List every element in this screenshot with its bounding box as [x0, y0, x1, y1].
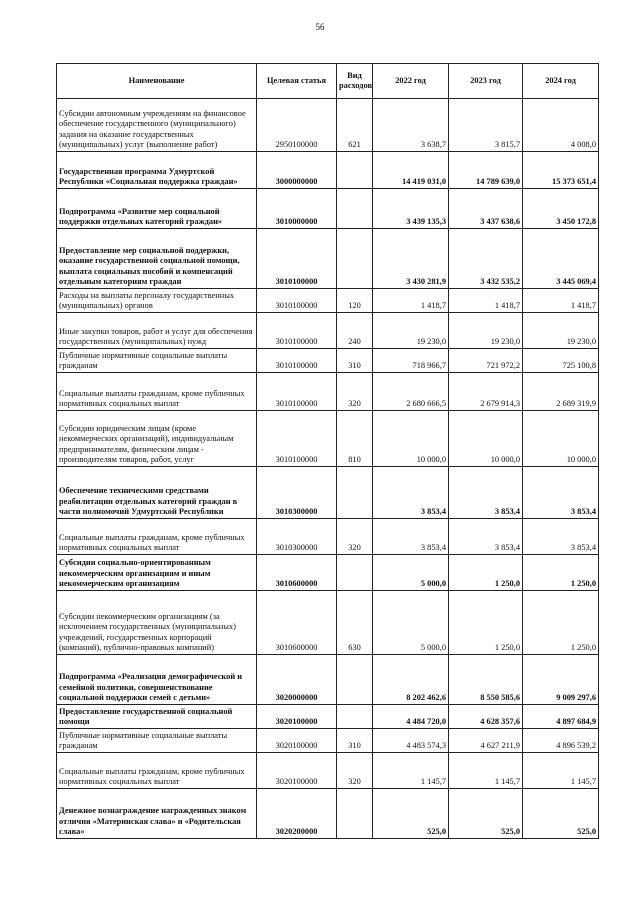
row-expense-type: 310 — [337, 349, 373, 373]
row-2024: 19 230,0 — [523, 313, 599, 349]
row-2024: 1 250,0 — [523, 591, 599, 655]
row-target-code: 3020000000 — [257, 655, 337, 705]
table-row — [57, 467, 599, 519]
row-target-code: 3010000000 — [257, 189, 337, 229]
row-2023: 19 230,0 — [449, 313, 523, 349]
header-name: Наименование — [57, 64, 257, 99]
row-expense-type — [337, 189, 373, 229]
row-2023: 3 815,7 — [449, 99, 523, 152]
row-name: Публичные нормативные социальные выплаты гражданам — [57, 729, 257, 753]
row-2022: 19 230,0 — [373, 313, 449, 349]
row-expense-type — [337, 555, 373, 591]
row-expense-type: 120 — [337, 289, 373, 313]
row-2022: 3 853,4 — [373, 519, 449, 555]
row-expense-type — [337, 229, 373, 289]
row-target-code: 3020200000 — [257, 789, 337, 839]
row-2024: 10 000,0 — [523, 411, 599, 467]
row-expense-type: 240 — [337, 313, 373, 349]
row-2022: 718 966,7 — [373, 349, 449, 373]
row-name: Публичные нормативные социальные выплаты гражданам — [57, 349, 257, 373]
row-name: Подпрограмма «Развитие мер социальной поддержки отдельных категорий граждан» — [57, 189, 257, 229]
row-name: Расходы на выплаты персоналу государственных (муниципальных) органов — [57, 289, 257, 313]
row-expense-type: 320 — [337, 753, 373, 789]
row-2022: 10 000,0 — [373, 411, 449, 467]
row-2024: 9 009 297,6 — [523, 655, 599, 705]
row-name: Субсидии социально-ориентированным некоммерческим организациям и иным некоммерческим организациям — [57, 555, 257, 591]
row-name: Субсидии некоммерческим организациям (за исключением государственных (муниципальных) учреждений, государственных корпораций (компаний), публично-правовых компаний) — [57, 591, 257, 655]
row-name: Денежное вознаграждение награжденных знаком отличия «Материнская слава» и «Родительская слава» — [57, 789, 257, 839]
table-row — [57, 373, 599, 411]
row-target-code: 3020100000 — [257, 753, 337, 789]
row-name: Субсидии юридическим лицам (кроме некоммерческих организаций), индивидуальным предпринимателям, физическим лицам - производителям товаров, работ, услуг — [57, 411, 257, 467]
table-row — [57, 655, 599, 705]
row-target-code: 3010300000 — [257, 467, 337, 519]
table-row — [57, 289, 599, 313]
row-expense-type: 320 — [337, 519, 373, 555]
table-row — [57, 349, 599, 373]
row-name: Социальные выплаты гражданам, кроме публичных нормативных социальных выплат — [57, 753, 257, 789]
row-target-code: 3010100000 — [257, 411, 337, 467]
row-2022: 3 439 135,3 — [373, 189, 449, 229]
row-2023: 4 628 357,6 — [449, 705, 523, 729]
row-target-code: 3010600000 — [257, 555, 337, 591]
row-2024: 15 373 651,4 — [523, 152, 599, 189]
table-row — [57, 519, 599, 555]
table-row — [57, 753, 599, 789]
row-expense-type: 320 — [337, 373, 373, 411]
row-name: Социальные выплаты гражданам, кроме публичных нормативных социальных выплат — [57, 373, 257, 411]
row-target-code: 3010300000 — [257, 519, 337, 555]
row-2024: 3 853,4 — [523, 519, 599, 555]
row-2022: 1 145,7 — [373, 753, 449, 789]
row-name: Социальные выплаты гражданам, кроме публичных нормативных социальных выплат — [57, 519, 257, 555]
row-2024: 4 896 539,2 — [523, 729, 599, 753]
row-2024: 525,0 — [523, 789, 599, 839]
row-2022: 3 430 281,9 — [373, 229, 449, 289]
row-2024: 3 445 069,4 — [523, 229, 599, 289]
row-target-code: 3010100000 — [257, 229, 337, 289]
row-2023: 2 679 914,3 — [449, 373, 523, 411]
row-expense-type — [337, 705, 373, 729]
row-2024: 3 450 172,8 — [523, 189, 599, 229]
row-name: Предоставление мер социальной поддержки, оказание государственной социальной помощи, выплата социальных пособий и компенсаций отдельным категориям граждан — [57, 229, 257, 289]
row-expense-type — [337, 655, 373, 705]
table-row — [57, 729, 599, 753]
row-2024: 725 100,8 — [523, 349, 599, 373]
row-target-code: 3010600000 — [257, 591, 337, 655]
row-name: Подпрограмма «Реализация демографической и семейной политики, совершенствование социальной поддержки семей с детьми» — [57, 655, 257, 705]
row-2022: 4 483 574,3 — [373, 729, 449, 753]
row-2022: 4 484 720,0 — [373, 705, 449, 729]
row-2023: 1 250,0 — [449, 555, 523, 591]
header-2024: 2024 год — [523, 64, 599, 99]
row-2024: 4 897 684,9 — [523, 705, 599, 729]
row-target-code: 3010100000 — [257, 289, 337, 313]
row-expense-type: 310 — [337, 729, 373, 753]
row-2024: 1 145,7 — [523, 753, 599, 789]
budget-table — [56, 63, 599, 839]
row-2023: 3 432 535,2 — [449, 229, 523, 289]
table-row — [57, 229, 599, 289]
row-2024: 1 250,0 — [523, 555, 599, 591]
row-expense-type: 621 — [337, 99, 373, 152]
row-2023: 3 853,4 — [449, 519, 523, 555]
row-2023: 10 000,0 — [449, 411, 523, 467]
row-target-code: 3010100000 — [257, 349, 337, 373]
row-2023: 14 789 639,0 — [449, 152, 523, 189]
row-2023: 1 145,7 — [449, 753, 523, 789]
table-row — [57, 99, 599, 152]
row-name: Субсидии автономным учреждениям на финансовое обеспечение государственного (муниципального) задания на оказание государственных (муниципальных) услуг (выполнение работ) — [57, 99, 257, 152]
row-2022: 8 202 462,6 — [373, 655, 449, 705]
row-2024: 1 418,7 — [523, 289, 599, 313]
table-row — [57, 313, 599, 349]
row-target-code: 3020100000 — [257, 729, 337, 753]
row-2023: 1 250,0 — [449, 591, 523, 655]
header-target-article: Целевая статья — [257, 64, 337, 99]
row-2022: 5 000,0 — [373, 555, 449, 591]
row-name: Государственная программа Удмуртской Республики «Социальная поддержка граждан» — [57, 152, 257, 189]
table-header-row — [57, 64, 599, 99]
table-row — [57, 789, 599, 839]
row-2022: 2 680 666,5 — [373, 373, 449, 411]
header-expense-type: Вид расходов — [337, 64, 373, 99]
header-2023: 2023 год — [449, 64, 523, 99]
row-target-code: 3000000000 — [257, 152, 337, 189]
row-2024: 2 689 319,9 — [523, 373, 599, 411]
row-2023: 1 418,7 — [449, 289, 523, 313]
row-2023: 525,0 — [449, 789, 523, 839]
row-2023: 8 550 585,6 — [449, 655, 523, 705]
row-2023: 3 853,4 — [449, 467, 523, 519]
table-row — [57, 555, 599, 591]
row-2022: 3 853,4 — [373, 467, 449, 519]
table-row — [57, 411, 599, 467]
row-expense-type: 810 — [337, 411, 373, 467]
table-row — [57, 189, 599, 229]
row-2022: 3 638,7 — [373, 99, 449, 152]
row-expense-type — [337, 467, 373, 519]
row-2022: 14 419 031,0 — [373, 152, 449, 189]
row-2022: 1 418,7 — [373, 289, 449, 313]
row-expense-type — [337, 789, 373, 839]
table-row — [57, 152, 599, 189]
row-expense-type — [337, 152, 373, 189]
header-2022: 2022 год — [373, 64, 449, 99]
row-2023: 721 972,2 — [449, 349, 523, 373]
row-2022: 5 000,0 — [373, 591, 449, 655]
row-name: Предоставление государственной социальной помощи — [57, 705, 257, 729]
row-target-code: 3010100000 — [257, 373, 337, 411]
table-row — [57, 591, 599, 655]
row-2023: 4 627 211,9 — [449, 729, 523, 753]
row-target-code: 3010100000 — [257, 313, 337, 349]
page-number: 56 — [315, 22, 325, 32]
row-target-code: 2950100000 — [257, 99, 337, 152]
row-2023: 3 437 638,6 — [449, 189, 523, 229]
row-name: Иные закупки товаров, работ и услуг для обеспечения государственных (муниципальных) нужд — [57, 313, 257, 349]
row-name: Обеспечение техническими средствами реабилитации отдельных категорий граждан в части полномочий Удмуртской Республики — [57, 467, 257, 519]
row-2024: 4 008,0 — [523, 99, 599, 152]
row-expense-type: 630 — [337, 591, 373, 655]
row-2024: 3 853,4 — [523, 467, 599, 519]
row-target-code: 3020100000 — [257, 705, 337, 729]
table-row — [57, 705, 599, 729]
row-2022: 525,0 — [373, 789, 449, 839]
